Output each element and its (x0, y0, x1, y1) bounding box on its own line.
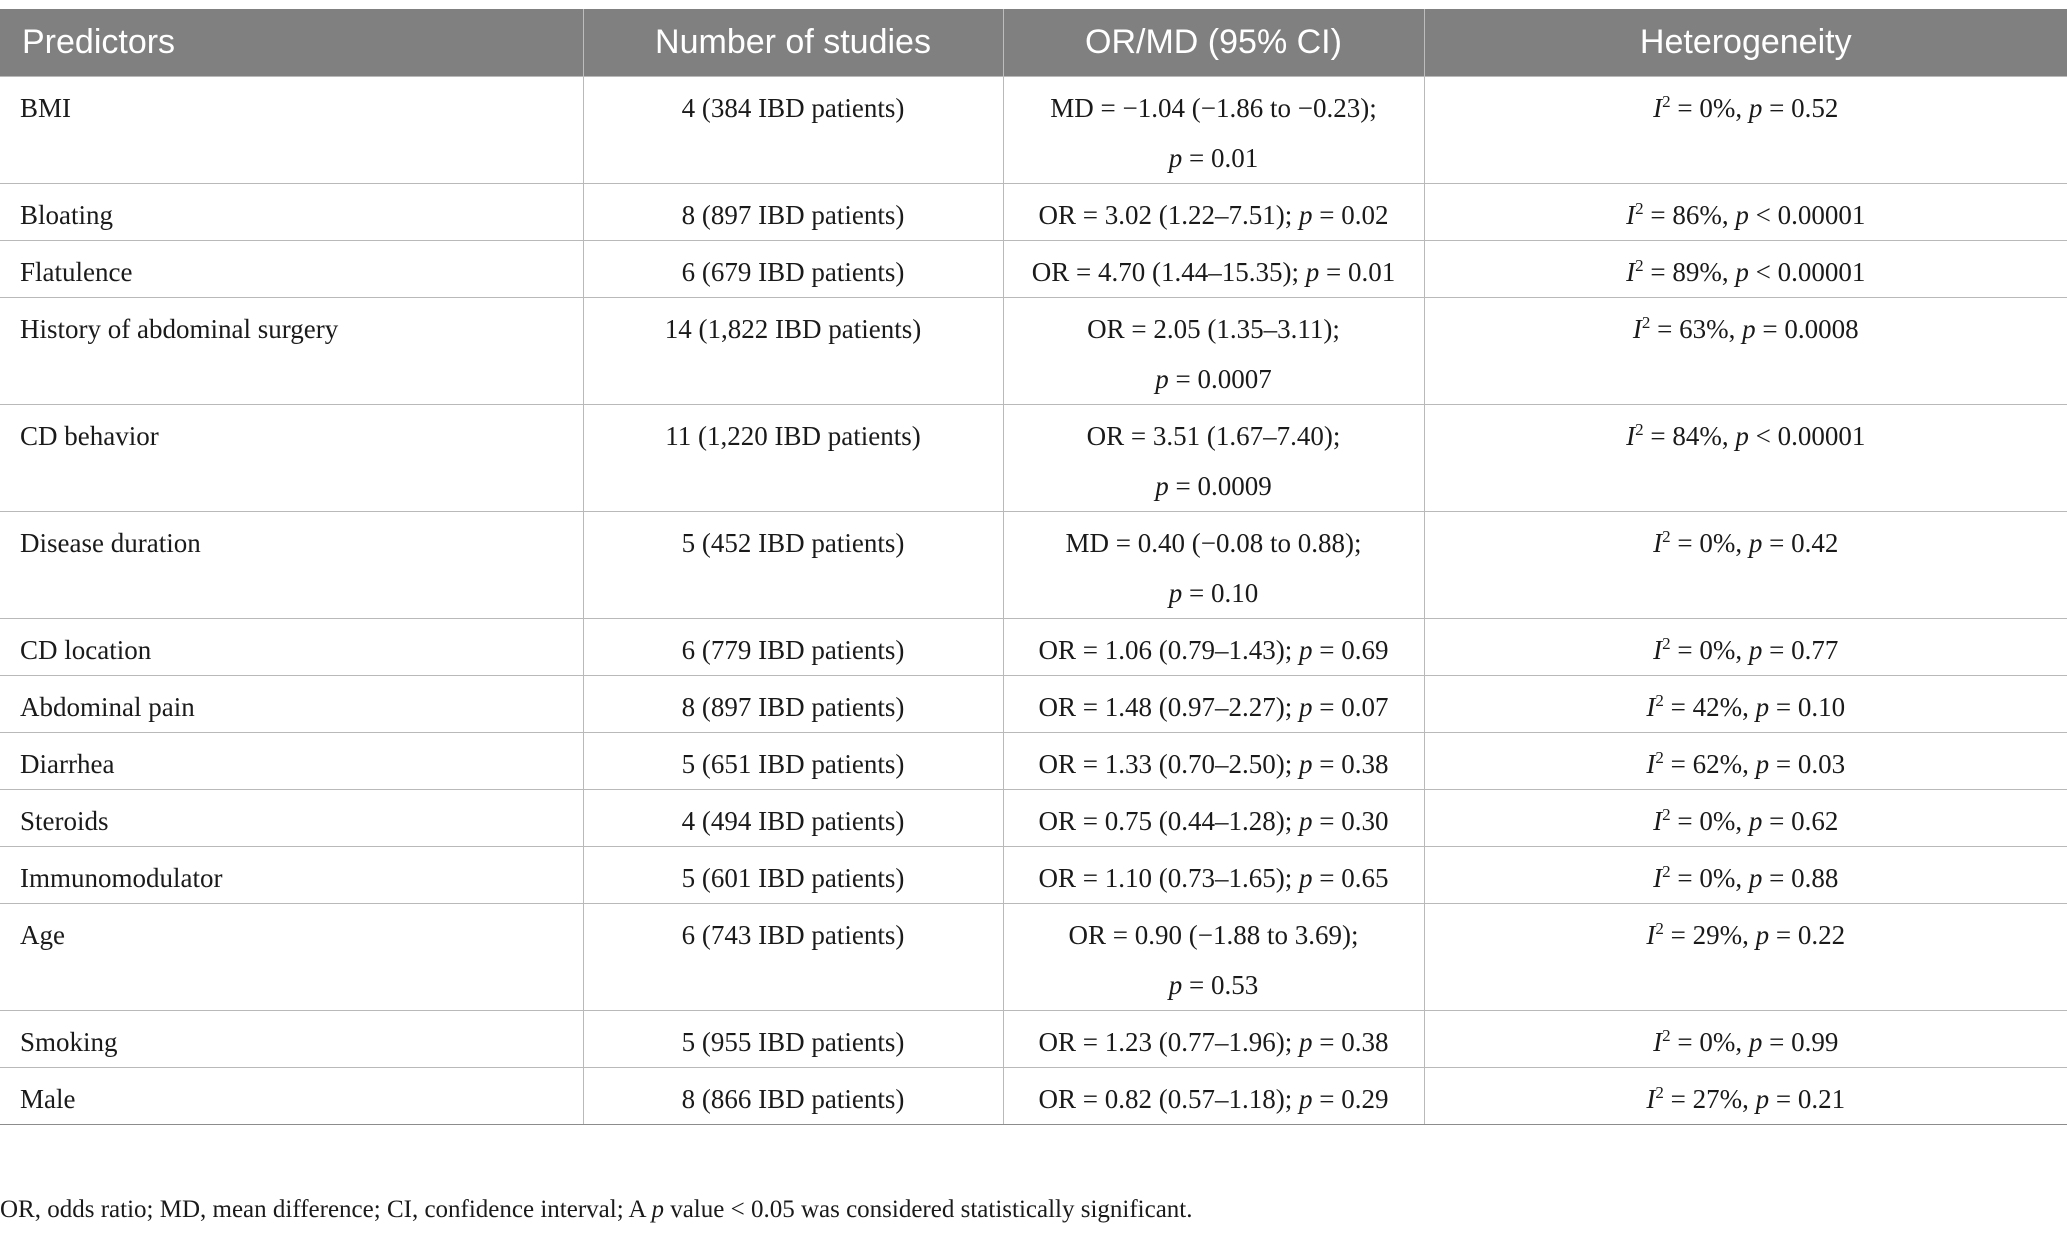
heterogeneity-cell (1424, 405, 2067, 512)
i2-value: = 42%, (1663, 692, 1756, 722)
het-p-label: p (1755, 692, 1770, 722)
het-p-label: p (1748, 528, 1763, 558)
header-number-of-studies: Number of studies (583, 9, 1003, 77)
p-label: p (1298, 1084, 1313, 1114)
predictor-cell: History of abdominal surgery (0, 298, 583, 405)
effect-p-value: = 0.01 (1182, 143, 1259, 173)
predictor-cell: Diarrhea (0, 733, 583, 790)
i2-label: I (1626, 200, 1636, 230)
predictor-cell: Flatulence (0, 241, 583, 298)
i2-value: = 0%, (1670, 635, 1749, 665)
i2-value: = 0%, (1670, 806, 1749, 836)
p-label: p (1298, 692, 1313, 722)
het-p-label: p (1748, 806, 1763, 836)
i2-superscript: 2 (1635, 199, 1644, 218)
studies-cell: 4 (494 IBD patients) (583, 790, 1003, 847)
i2-superscript: 2 (1662, 92, 1671, 111)
effect-p-value: = 0.29 (1312, 1084, 1389, 1114)
i2-superscript: 2 (1662, 1026, 1671, 1045)
studies-cell: 14 (1,822 IBD patients) (583, 298, 1003, 405)
effect-p-line (1014, 354, 1414, 404)
effect-p-value: = 0.0009 (1168, 471, 1272, 501)
effect-p-line (1014, 461, 1414, 511)
het-p-value: < 0.00001 (1748, 200, 1866, 230)
het-p-label: p (1748, 1027, 1763, 1057)
effect-p-line (1014, 960, 1414, 1010)
het-p-value: = 0.52 (1762, 93, 1839, 123)
het-p-value: = 0.21 (1769, 1084, 1846, 1114)
table-row (0, 77, 2067, 184)
effect-cell (1003, 619, 1424, 676)
table-row (0, 790, 2067, 847)
i2-superscript: 2 (1662, 634, 1671, 653)
i2-value: = 27%, (1663, 1084, 1756, 1114)
predictor-cell: Male (0, 1068, 583, 1125)
i2-label: I (1626, 257, 1636, 287)
studies-cell: 8 (866 IBD patients) (583, 1068, 1003, 1125)
footnote-text-after: value < 0.05 was considered statistically significant. (663, 1196, 1193, 1223)
effect-cell (1003, 1011, 1424, 1068)
effect-cell (1003, 1068, 1424, 1125)
effect-estimate: OR = 1.06 (0.79–1.43); (1038, 635, 1299, 665)
i2-value: = 29%, (1663, 920, 1756, 950)
effect-estimate: MD = −1.04 (−1.86 to −0.23); (1050, 93, 1377, 123)
table-row (0, 847, 2067, 904)
p-label: p (1298, 863, 1313, 893)
heterogeneity-cell (1424, 790, 2067, 847)
effect-p-value: = 0.10 (1182, 578, 1259, 608)
predictor-cell: Abdominal pain (0, 676, 583, 733)
studies-cell: 8 (897 IBD patients) (583, 676, 1003, 733)
i2-label: I (1646, 920, 1656, 950)
i2-superscript: 2 (1635, 256, 1644, 275)
i2-label: I (1632, 314, 1642, 344)
effect-cell (1003, 241, 1424, 298)
footnote-p-label: p (651, 1196, 664, 1223)
effect-estimate: OR = 1.48 (0.97–2.27); (1038, 692, 1299, 722)
i2-value: = 86%, (1643, 200, 1736, 230)
header-heterogeneity: Heterogeneity (1424, 9, 2067, 77)
studies-cell: 4 (384 IBD patients) (583, 77, 1003, 184)
i2-label: I (1653, 528, 1663, 558)
table-row (0, 619, 2067, 676)
heterogeneity-cell (1424, 847, 2067, 904)
p-label: p (1155, 471, 1169, 501)
effect-estimate: OR = 0.82 (0.57–1.18); (1038, 1084, 1299, 1114)
header-row (0, 9, 2067, 77)
p-label: p (1298, 806, 1313, 836)
i2-value: = 89%, (1643, 257, 1736, 287)
het-p-value: < 0.00001 (1748, 421, 1866, 451)
effect-p-line (1014, 133, 1414, 183)
table-row (0, 512, 2067, 619)
studies-cell: 6 (679 IBD patients) (583, 241, 1003, 298)
effect-estimate: OR = 1.23 (0.77–1.96); (1038, 1027, 1299, 1057)
effect-estimate: MD = 0.40 (−0.08 to 0.88); (1065, 528, 1362, 558)
heterogeneity-cell (1424, 1068, 2067, 1125)
studies-cell: 5 (601 IBD patients) (583, 847, 1003, 904)
p-label: p (1168, 143, 1183, 173)
studies-cell: 5 (452 IBD patients) (583, 512, 1003, 619)
table-row (0, 676, 2067, 733)
i2-label: I (1653, 863, 1663, 893)
effect-cell (1003, 847, 1424, 904)
het-p-value: = 0.10 (1769, 692, 1846, 722)
i2-label: I (1646, 692, 1656, 722)
heterogeneity-cell (1424, 1011, 2067, 1068)
heterogeneity-cell (1424, 619, 2067, 676)
het-p-label: p (1735, 421, 1749, 451)
studies-cell: 6 (779 IBD patients) (583, 619, 1003, 676)
effect-p-value: = 0.01 (1319, 257, 1396, 287)
predictor-cell: BMI (0, 77, 583, 184)
predictor-cell: Age (0, 904, 583, 1011)
het-p-value: = 0.22 (1769, 920, 1846, 950)
het-p-value: = 0.42 (1762, 528, 1839, 558)
i2-superscript: 2 (1635, 420, 1644, 439)
effect-estimate: OR = 3.02 (1.22–7.51); (1038, 200, 1299, 230)
table-row (0, 184, 2067, 241)
i2-label: I (1646, 1084, 1656, 1114)
het-p-label: p (1748, 635, 1763, 665)
effect-estimate: OR = 1.33 (0.70–2.50); (1038, 749, 1299, 779)
predictor-cell: Immunomodulator (0, 847, 583, 904)
predictor-cell: Steroids (0, 790, 583, 847)
i2-label: I (1646, 749, 1656, 779)
table-row (0, 405, 2067, 512)
het-p-label: p (1748, 93, 1763, 123)
table-header (0, 9, 2067, 77)
i2-superscript: 2 (1655, 691, 1664, 710)
effect-estimate: OR = 0.90 (−1.88 to 3.69); (1068, 920, 1359, 950)
het-p-label: p (1742, 314, 1756, 344)
p-label: p (1168, 970, 1183, 1000)
i2-label: I (1626, 421, 1636, 451)
studies-cell: 6 (743 IBD patients) (583, 904, 1003, 1011)
heterogeneity-cell (1424, 241, 2067, 298)
heterogeneity-cell (1424, 512, 2067, 619)
header-or-md: OR/MD (95% CI) (1003, 9, 1424, 77)
predictor-cell: Disease duration (0, 512, 583, 619)
heterogeneity-cell (1424, 184, 2067, 241)
p-label: p (1298, 1027, 1313, 1057)
het-p-value: = 0.0008 (1755, 314, 1859, 344)
predictor-cell: Smoking (0, 1011, 583, 1068)
i2-superscript: 2 (1662, 805, 1671, 824)
i2-label: I (1653, 93, 1663, 123)
i2-value: = 84%, (1643, 421, 1736, 451)
p-label: p (1305, 257, 1320, 287)
i2-superscript: 2 (1655, 748, 1664, 767)
table-row (0, 1068, 2067, 1125)
effect-p-value: = 0.02 (1312, 200, 1389, 230)
table-row (0, 298, 2067, 405)
i2-superscript: 2 (1641, 313, 1651, 332)
het-p-label: p (1748, 863, 1763, 893)
table-row (0, 904, 2067, 1011)
effect-cell (1003, 77, 1424, 184)
studies-cell: 8 (897 IBD patients) (583, 184, 1003, 241)
effect-p-value: = 0.38 (1312, 1027, 1389, 1057)
i2-value: = 0%, (1670, 528, 1749, 558)
predictor-cell: CD behavior (0, 405, 583, 512)
table-row (0, 1011, 2067, 1068)
het-p-value: = 0.99 (1762, 1027, 1839, 1057)
i2-value: = 0%, (1670, 863, 1749, 893)
het-p-value: = 0.62 (1762, 806, 1839, 836)
table-footnote (0, 1196, 1193, 1224)
predictor-cell: CD location (0, 619, 583, 676)
effect-estimate: OR = 0.75 (0.44–1.28); (1038, 806, 1299, 836)
effect-p-value: = 0.0007 (1168, 364, 1272, 394)
studies-cell: 5 (955 IBD patients) (583, 1011, 1003, 1068)
het-p-label: p (1735, 257, 1749, 287)
header-predictors: Predictors (0, 9, 583, 77)
het-p-label: p (1735, 200, 1749, 230)
effect-p-value: = 0.53 (1182, 970, 1259, 1000)
i2-superscript: 2 (1662, 862, 1671, 881)
p-label: p (1298, 635, 1313, 665)
effect-estimate: OR = 2.05 (1.35–3.11); (1087, 314, 1340, 344)
studies-cell: 11 (1,220 IBD patients) (583, 405, 1003, 512)
effect-p-value: = 0.38 (1312, 749, 1389, 779)
predictors-table-container (0, 9, 2067, 1125)
i2-superscript: 2 (1655, 919, 1664, 938)
het-p-label: p (1755, 1084, 1770, 1114)
i2-value: = 62%, (1663, 749, 1756, 779)
p-label: p (1298, 749, 1313, 779)
i2-label: I (1653, 806, 1663, 836)
effect-cell (1003, 298, 1424, 405)
i2-value: = 0%, (1670, 93, 1749, 123)
het-p-value: = 0.77 (1762, 635, 1839, 665)
table-row (0, 241, 2067, 298)
predictor-cell: Bloating (0, 184, 583, 241)
effect-cell (1003, 405, 1424, 512)
i2-label: I (1653, 635, 1663, 665)
effect-p-value: = 0.30 (1312, 806, 1389, 836)
heterogeneity-cell (1424, 733, 2067, 790)
table-row (0, 733, 2067, 790)
effect-estimate: OR = 3.51 (1.67–7.40); (1086, 421, 1341, 451)
effect-p-value: = 0.07 (1312, 692, 1389, 722)
heterogeneity-cell (1424, 298, 2067, 405)
het-p-value: = 0.03 (1769, 749, 1846, 779)
table-body (0, 77, 2067, 1125)
i2-label: I (1653, 1027, 1663, 1057)
het-p-label: p (1755, 920, 1770, 950)
effect-estimate: OR = 1.10 (0.73–1.65); (1038, 863, 1299, 893)
effect-p-value: = 0.69 (1312, 635, 1389, 665)
effect-cell (1003, 184, 1424, 241)
i2-superscript: 2 (1662, 527, 1671, 546)
i2-value: = 63%, (1650, 314, 1743, 344)
heterogeneity-cell (1424, 676, 2067, 733)
footnote-text-before: OR, odds ratio; MD, mean difference; CI, confidence interval; A (0, 1196, 652, 1223)
effect-estimate: OR = 4.70 (1.44–15.35); (1031, 257, 1306, 287)
predictors-table (0, 9, 2067, 1125)
i2-value: = 0%, (1670, 1027, 1749, 1057)
het-p-value: < 0.00001 (1748, 257, 1866, 287)
effect-p-value: = 0.65 (1312, 863, 1389, 893)
studies-cell: 5 (651 IBD patients) (583, 733, 1003, 790)
p-label: p (1155, 364, 1169, 394)
heterogeneity-cell (1424, 77, 2067, 184)
effect-p-line (1014, 568, 1414, 618)
effect-cell (1003, 512, 1424, 619)
effect-cell (1003, 676, 1424, 733)
p-label: p (1168, 578, 1183, 608)
effect-cell (1003, 790, 1424, 847)
heterogeneity-cell (1424, 904, 2067, 1011)
effect-cell (1003, 733, 1424, 790)
effect-cell (1003, 904, 1424, 1011)
het-p-value: = 0.88 (1762, 863, 1839, 893)
i2-superscript: 2 (1655, 1083, 1664, 1102)
p-label: p (1298, 200, 1313, 230)
het-p-label: p (1755, 749, 1770, 779)
